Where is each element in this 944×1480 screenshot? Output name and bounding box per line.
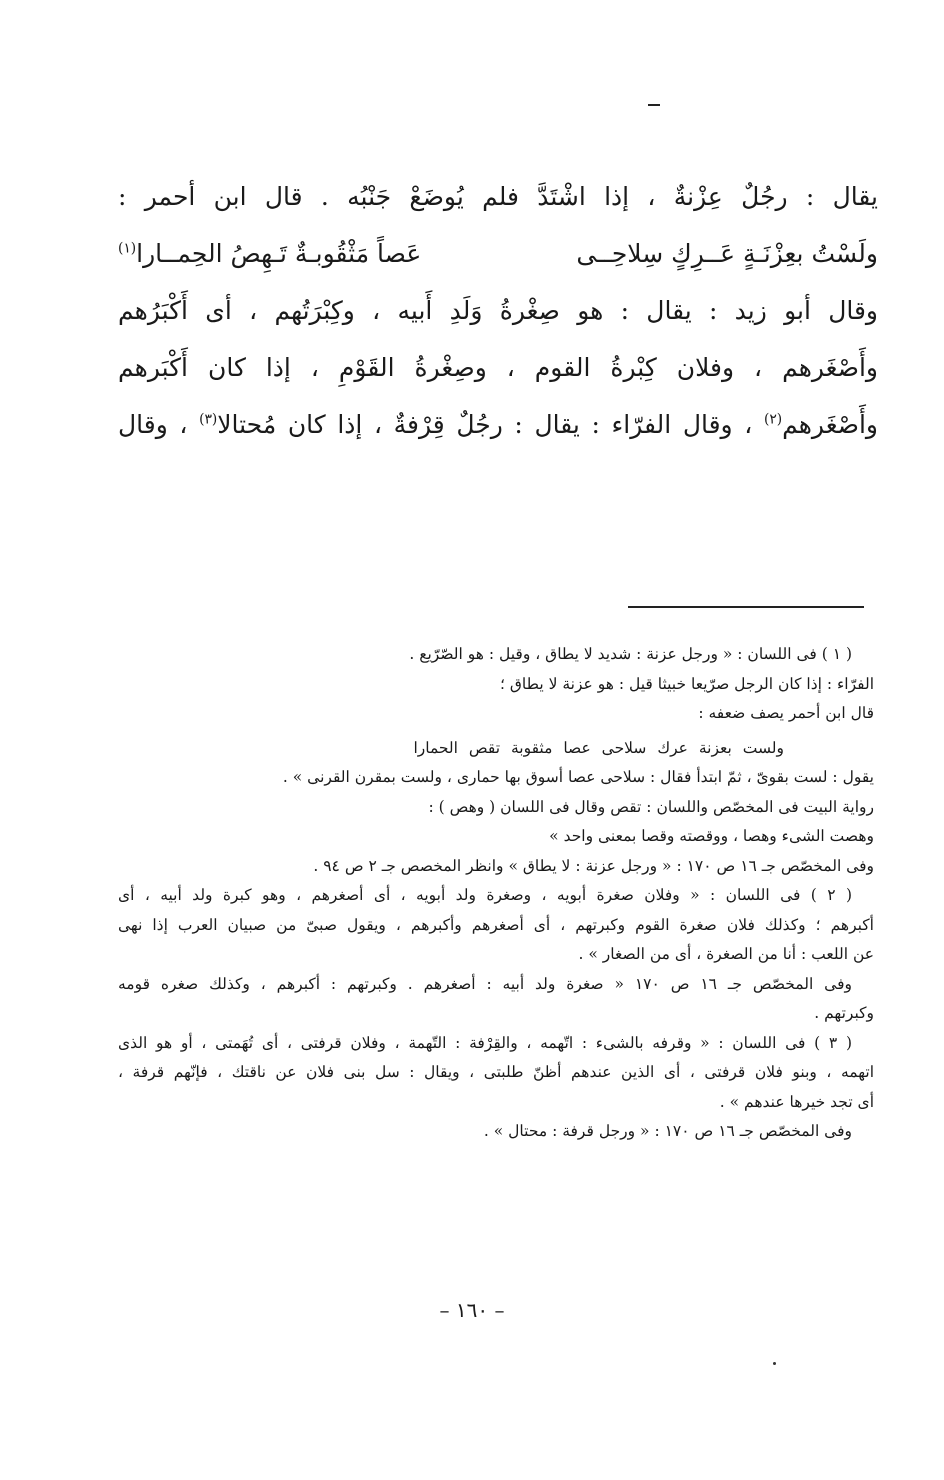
footnote-line: ( ٢ ) فى اللسان : « وفلان صغرة أبويه ، وصغرة ولد أبويه ، أى أصغرهم ، وهو كبرة ولد أبيه ، أى [118, 886, 852, 904]
footnote-line: وفى المخصّص جـ ١٦ ص ١٧٠ : « ورجل عزنة : لا يطاق » وانظر المخصص جـ ٢ ص ٩٤ . [313, 856, 874, 875]
footnote-verse: ولست بعزنة عرك سلاحى عصا مثقوبة تقص الحمارا [413, 738, 784, 757]
main-line-4: وأَصْغَرهم ، وفلان كِبْرةُ القوم ، وصِغْرةُ القَوْمِ ، إذا كان أَكْبَرهم [118, 353, 878, 382]
footnote-line: وهصت الشىء وهصا ، ووقصته وقصا بمعنى واحد » [549, 827, 874, 845]
footnote-line: اتهمه ، وبنو فلان قرفتى ، أى الذين عندهم أظنّ طلبتى ، ويقال : سل بنى فلان عن ناقتك ، فإنّهم قرفة ، [118, 1063, 874, 1081]
main-line-3: وقال أبو زيد : يقال : هو صِغْرةُ وَلَدِ أَبيه ، وكِبْرَتُهم ، أى أَكْبَرُهم [118, 296, 878, 325]
top-dash-mark [648, 104, 660, 106]
footnote-ref-3: (٣) [199, 411, 218, 428]
footnote-line: رواية البيت فى المخصّص واللسان : تقص وقال فى اللسان ( وهص ) : [428, 797, 874, 816]
footnote-line: أى تجد خيرها عندهم » . [719, 1092, 874, 1111]
main-line-1: يقال : رجُلٌ عِزْنةٌ ، إذا اشْتَدَّ فلم يُوضَعْ جَنْبُه . قال ابن أحمر : [118, 182, 878, 211]
footnotes-block [118, 640, 874, 1147]
verse-first-hemistich: ولَسْتُ بعِزْنَـةٍ عَــرِكٍ سِلاحِــى [576, 239, 878, 268]
main-line-5-part-b: ، وقال الفرّاء : يقال : رجُلٌ قِرْفةٌ ، إذا كان مُحتالا [217, 410, 753, 439]
footnote-line: عن اللعب : أنا من الصغرة ، أى من الصغار » . [578, 945, 874, 963]
verse-second-hemistich: عَصاً مَثْقُوبـةٌ تَـهِصُ الحِمــارا [136, 239, 422, 268]
footnote-line: وكبرتهم . [814, 1004, 874, 1022]
footnote-ref-2: (٢) [763, 411, 783, 428]
verse-second-hemistich-wrap [118, 225, 421, 282]
footnote-ref-1: (١) [118, 240, 137, 257]
page-number: – ١٦٠ – [439, 1298, 505, 1322]
main-line-5 [118, 396, 878, 453]
footnote-line: ( ١ ) فى اللسان : « ورجل عزنة : شديد لا يطاق ، وقيل : هو الصّرّيع . [409, 645, 852, 663]
footnote-line: قال ابن أحمر يصف ضعفه : [698, 704, 874, 722]
bottom-dot-mark [773, 1362, 776, 1365]
footnote-line: وفى المخصّص جـ ١٦ ص ١٧٠ : « ورجل قرفة : محتال » . [483, 1122, 852, 1140]
main-line-5-part-c: ، وقال [118, 410, 188, 439]
footnote-separator [628, 606, 864, 608]
poem-verse [118, 225, 878, 282]
footnote-line: ( ٣ ) فى اللسان : « وقرفه بالشىء : اتّهمه ، والقِرْفة : التّهمة ، وفلان قرفتى ، أى تُهَمتى ، أو هو الذى [118, 1033, 852, 1052]
footnote-line: أكبرهم ؛ وكذلك فلان صغرة القوم وكبرتهم ، أى أصغرهم وأكبرهم ، ويقول صبىّ من صبيان العرب إذا نهى [118, 915, 874, 934]
footnote-line: يقول : لست بقوىّ ، ثمّ ابتدأ فقال : سلاحى عصا أسوق بها حمارى ، ولست بمقرن القرنى » . [282, 768, 874, 786]
footnote-line: الفرّاء : إذا كان الرجل صرّيعا خبيثا قيل : هو عزنة لا يطاق ؛ [500, 674, 874, 693]
main-line-5-part-a: وأَصْغَرهم [782, 410, 879, 439]
main-text-block [118, 168, 878, 453]
footnote-line: وفى المخصّص جـ ١٦ ص ١٧٠ « صغرة ولد أبيه : أصغرهم . وكبرتهم : أكبرهم ، وكذلك صغره قومه [118, 974, 852, 993]
